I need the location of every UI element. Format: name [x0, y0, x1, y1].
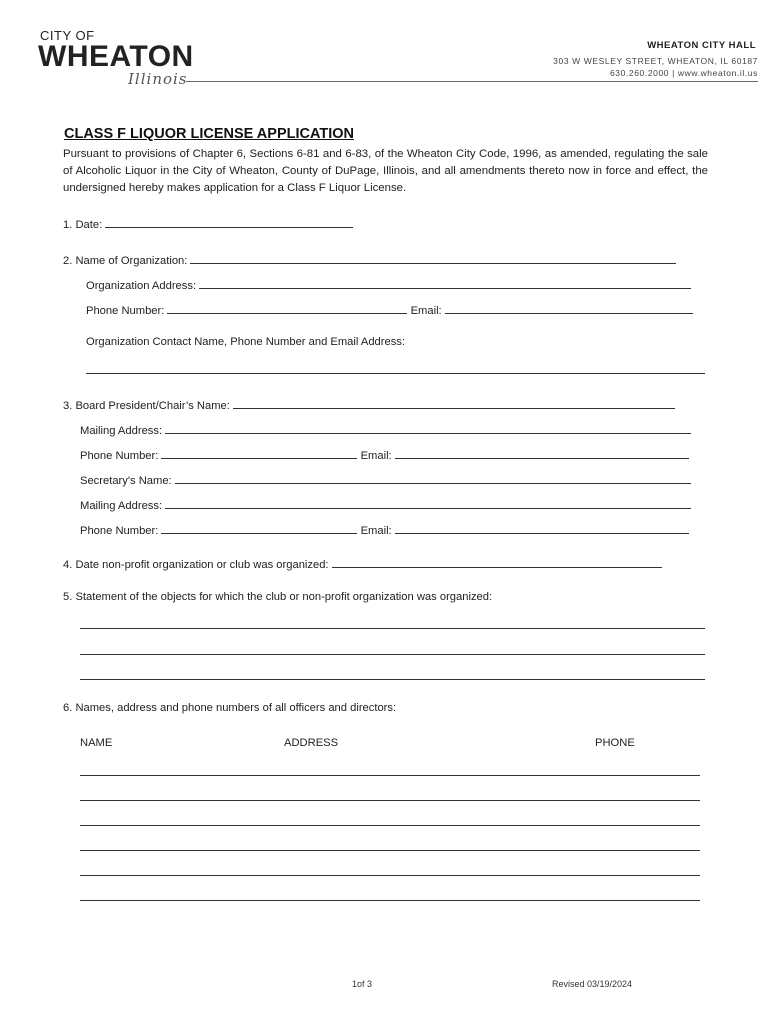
president-mailing-label: Mailing Address: — [80, 425, 163, 437]
column-header-name: NAME — [80, 737, 113, 749]
president-email-label: Email: — [360, 450, 392, 462]
president-phone-label: Phone Number: — [80, 450, 159, 462]
city-hall-contact: 630.260.2000 | www.wheaton.il.us — [609, 68, 758, 78]
column-header-address: ADDRESS — [284, 737, 339, 749]
secretary-email-field[interactable] — [395, 522, 689, 534]
president-email-field[interactable] — [395, 447, 689, 459]
president-phone-field[interactable] — [161, 447, 357, 459]
officers-label: 6. Names, address and phone numbers of all officers and directors: — [63, 702, 397, 714]
secretary-phone-field[interactable] — [161, 522, 357, 534]
organization-email-field[interactable] — [445, 302, 693, 314]
officer-line-4[interactable] — [80, 850, 700, 851]
objects-statement-line-3[interactable] — [80, 679, 705, 680]
organization-phone-label: Phone Number: — [86, 305, 165, 317]
city-hall-name: WHEATON CITY HALL — [647, 40, 756, 51]
logo-wheaton: WHEATON — [38, 40, 194, 73]
president-mailing-row — [80, 422, 691, 437]
logo-illinois: Illinois — [128, 70, 188, 88]
organization-name-row — [63, 252, 676, 267]
intro-paragraph: Pursuant to provisions of Chapter 6, Sections 6-81 and 6-83, of the Wheaton City Code, 1996, as amended, regulating the sale of Alcoholic Liquor in the City of Wheaton, County of DuPage, Illinois, and all amendments thereto now in force and effect, the undersigned hereby makes application for a Class F Liquor License. — [63, 148, 708, 194]
president-phone-row — [80, 447, 689, 462]
organization-name-field[interactable] — [190, 252, 676, 264]
president-label: 3. Board President/Chair’s Name: — [63, 400, 230, 412]
secretary-field[interactable] — [175, 472, 691, 484]
organization-address-row — [86, 277, 691, 292]
date-label: 1. Date: — [63, 219, 103, 231]
organized-date-label: 4. Date non-profit organization or club was organized: — [63, 559, 329, 571]
form-title: CLASS F LIQUOR LICENSE APPLICATION — [64, 126, 355, 142]
secretary-row — [80, 472, 691, 487]
column-header-phone: PHONE — [595, 737, 635, 749]
organized-date-field[interactable] — [332, 556, 662, 568]
header-divider — [186, 81, 758, 82]
secretary-mailing-label: Mailing Address: — [80, 500, 163, 512]
organization-phone-row — [86, 302, 693, 317]
secretary-mailing-field[interactable] — [165, 497, 691, 509]
organization-contact-field[interactable] — [86, 373, 705, 374]
organization-address-field[interactable] — [199, 277, 691, 289]
date-field[interactable] — [105, 216, 353, 228]
secretary-email-label: Email: — [360, 525, 392, 537]
organized-date-row — [63, 556, 662, 571]
officer-line-1[interactable] — [80, 775, 700, 776]
objects-statement-line-1[interactable] — [80, 628, 705, 629]
organization-phone-field[interactable] — [167, 302, 407, 314]
secretary-mailing-row — [80, 497, 691, 512]
president-row — [63, 397, 675, 412]
officer-line-5[interactable] — [80, 875, 700, 876]
revision-date: Revised 03/19/2024 — [552, 979, 633, 989]
organization-name-label: 2. Name of Organization: — [63, 255, 188, 267]
secretary-phone-label: Phone Number: — [80, 525, 159, 537]
president-mailing-field[interactable] — [165, 422, 691, 434]
objects-statement-label: 5. Statement of the objects for which the club or non-profit organization was organized: — [63, 591, 493, 603]
secretary-phone-row — [80, 522, 689, 537]
objects-statement-line-2[interactable] — [80, 654, 705, 655]
organization-contact-label: Organization Contact Name, Phone Number and Email Address: — [86, 336, 406, 348]
organization-address-label: Organization Address: — [86, 280, 197, 292]
officer-line-3[interactable] — [80, 825, 700, 826]
city-hall-address: 303 W WESLEY STREET, WHEATON, IL 60187 — [553, 56, 758, 66]
organization-email-label: Email: — [410, 305, 442, 317]
president-field[interactable] — [233, 397, 675, 409]
officer-line-6[interactable] — [80, 900, 700, 901]
logo-city-of: CITY OF — [40, 28, 95, 43]
page-number: 1of 3 — [352, 979, 373, 989]
date-row — [63, 216, 353, 231]
officer-line-2[interactable] — [80, 800, 700, 801]
secretary-label: Secretary's Name: — [80, 475, 172, 487]
